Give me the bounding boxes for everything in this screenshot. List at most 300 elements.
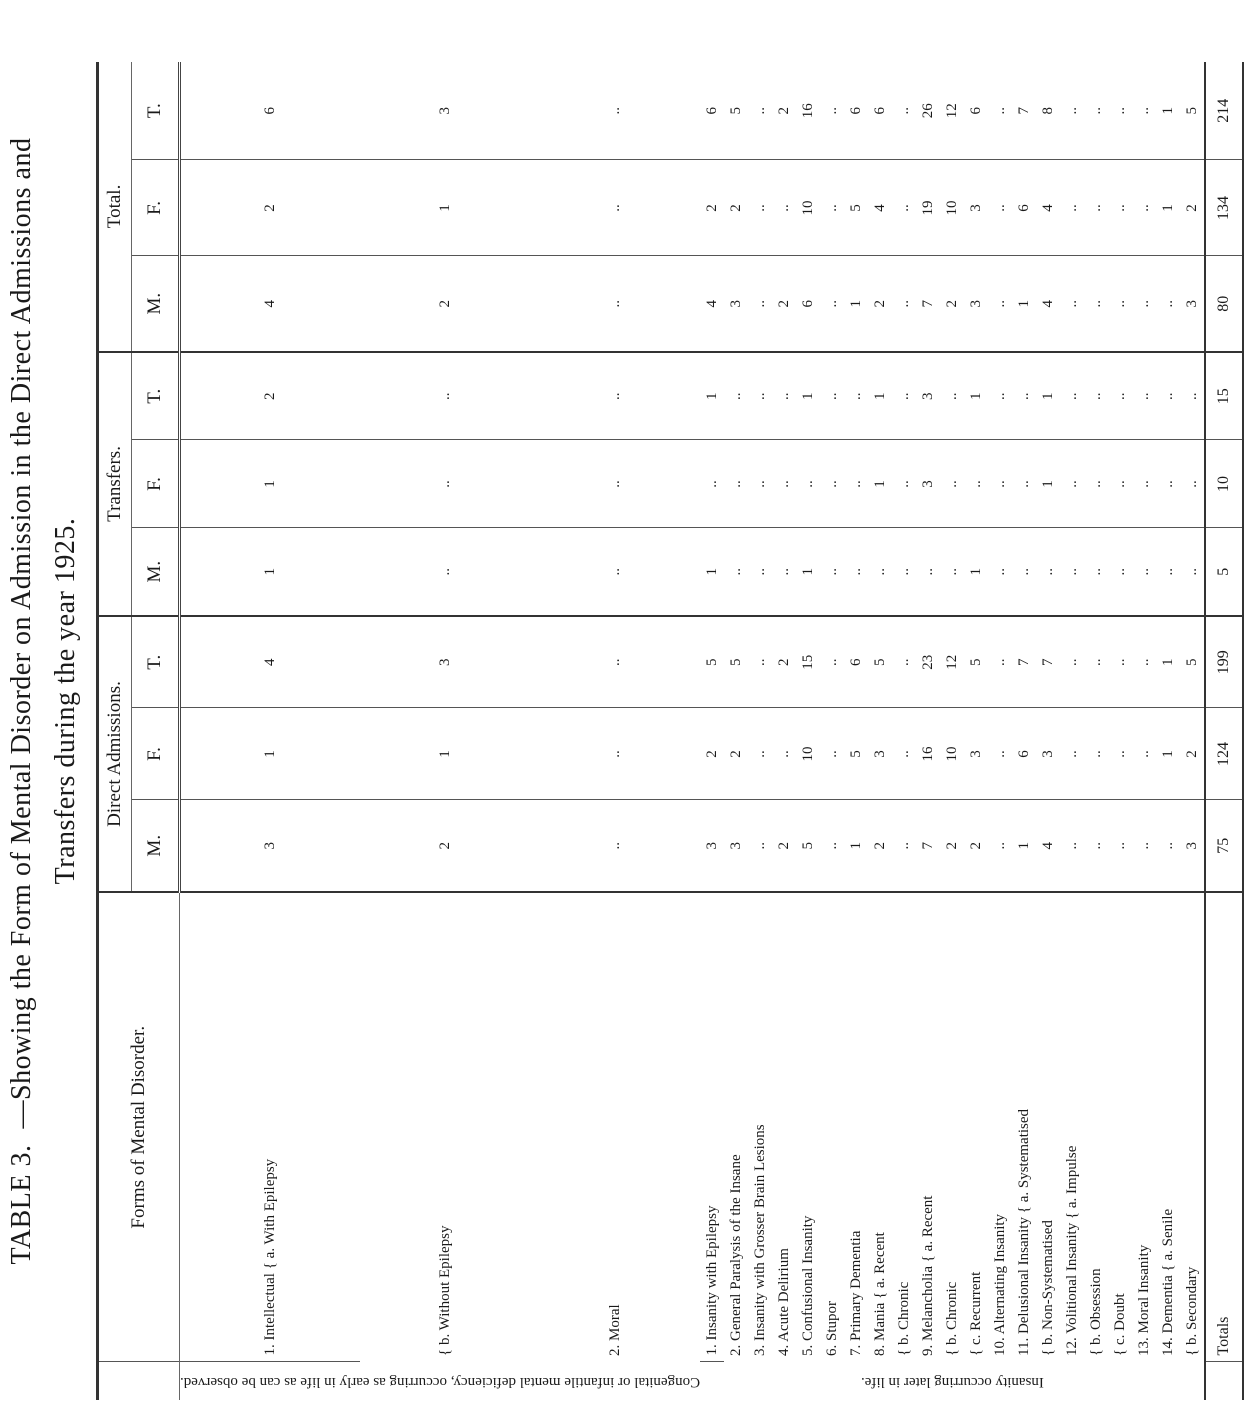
transfers-f-cell: .. (772, 440, 796, 528)
direct-m-cell: 3 (724, 800, 748, 892)
table-row (1108, 62, 1132, 1400)
transfers-m-cell: .. (1156, 528, 1180, 616)
direct-f-cell: 2 (700, 708, 724, 800)
table-row (964, 62, 988, 1400)
total-t-cell: .. (1108, 62, 1132, 160)
transfers-m-cell: .. (940, 528, 964, 616)
form-of-disorder: { b. Chronic (943, 1281, 960, 1356)
transfers-t-cell: .. (1132, 352, 1156, 440)
transfers-m-cell: .. (892, 528, 916, 616)
table-title (6, 0, 38, 1402)
total-f-cell: .. (748, 160, 772, 256)
direct-t-cell: 6 (844, 616, 868, 708)
transfers-m-cell: .. (748, 528, 772, 616)
direct-f-cell: 5 (844, 708, 868, 800)
transfers-t-cell: 1 (796, 352, 820, 440)
transfers-m-cell: .. (844, 528, 868, 616)
total-t-cell: 2 (772, 62, 796, 160)
transfers-m-cell: .. (988, 528, 1012, 616)
total-m-cell: .. (1132, 256, 1156, 352)
totals-direct-m: 75 (1205, 800, 1243, 892)
total-m-cell: 1 (844, 256, 868, 352)
transfers-f-cell: .. (360, 440, 530, 528)
category-occurring-later (700, 1362, 1205, 1400)
direct-m-cell: 1 (844, 800, 868, 892)
direct-f-header: F. (132, 708, 180, 800)
category-occurring-later-text: Insanity occurring later in life. (860, 1373, 1044, 1390)
direct-m-cell: 3 (180, 800, 361, 892)
transfers-t-cell: .. (724, 352, 748, 440)
form-of-disorder: 7. Primary Dementia (847, 1230, 864, 1356)
table-label: TABLE 3. (6, 1144, 37, 1265)
totals-total-f: 134 (1205, 160, 1243, 256)
total-m-cell: .. (1108, 256, 1132, 352)
totals-transfers-t: 15 (1205, 352, 1243, 440)
direct-f-cell: 10 (940, 708, 964, 800)
transfers-f-cell: 1 (180, 440, 361, 528)
direct-m-header: M. (132, 800, 180, 892)
transfers-m-cell: .. (1084, 528, 1108, 616)
direct-t-cell: 23 (916, 616, 940, 708)
direct-t-cell: .. (892, 616, 916, 708)
total-t-cell: 5 (1180, 62, 1205, 160)
direct-f-cell: .. (772, 708, 796, 800)
direct-m-cell: 7 (916, 800, 940, 892)
direct-t-cell: 12 (940, 616, 964, 708)
direct-f-cell: .. (1108, 708, 1132, 800)
total-f-cell: .. (892, 160, 916, 256)
direct-m-cell: .. (1084, 800, 1108, 892)
direct-t-cell: .. (1132, 616, 1156, 708)
header-group-row (98, 62, 132, 1400)
total-f-header: F. (132, 160, 180, 256)
direct-t-cell: 5 (964, 616, 988, 708)
form-of-disorder: { c. Doubt (1111, 1293, 1128, 1356)
form-of-disorder: 2. Moral (606, 1304, 623, 1356)
total-t-cell: .. (530, 62, 700, 160)
direct-m-cell: .. (1060, 800, 1084, 892)
form-of-disorder: 5. Confusional Insanity (799, 1215, 816, 1356)
transfers-t-cell: .. (1012, 352, 1036, 440)
total-f-cell: 4 (1036, 160, 1060, 256)
total-header: Total. (98, 62, 132, 352)
transfers-f-cell: .. (940, 440, 964, 528)
table-row (796, 62, 820, 1400)
transfers-header: Transfers. (98, 352, 132, 616)
form-of-disorder: { b. Chronic (895, 1281, 912, 1356)
table-row (940, 62, 964, 1400)
direct-f-cell: .. (820, 708, 844, 800)
table-row (1156, 62, 1180, 1400)
form-of-disorder: 9. Melancholia { a. Recent (919, 1195, 936, 1356)
total-f-cell: 2 (724, 160, 748, 256)
direct-m-cell: 5 (796, 800, 820, 892)
table-row (724, 62, 748, 1400)
form-of-disorder: 11. Delusional Insanity { a. Systematised (1015, 1108, 1032, 1356)
direct-f-cell: 1 (180, 708, 361, 800)
direct-m-cell: .. (1156, 800, 1180, 892)
direct-t-cell: .. (1108, 616, 1132, 708)
transfers-t-cell: .. (1108, 352, 1132, 440)
total-m-cell: .. (1156, 256, 1180, 352)
transfers-t-cell: .. (748, 352, 772, 440)
direct-t-cell: 5 (724, 616, 748, 708)
direct-m-cell: .. (748, 800, 772, 892)
total-f-cell: .. (1060, 160, 1084, 256)
table-row (1084, 62, 1108, 1400)
direct-f-cell: 3 (1036, 708, 1060, 800)
total-m-cell: .. (820, 256, 844, 352)
transfers-m-cell: .. (1012, 528, 1036, 616)
transfers-f-cell: .. (844, 440, 868, 528)
table-row (700, 62, 724, 1400)
transfers-f-header: F. (132, 440, 180, 528)
total-t-cell: 26 (916, 62, 940, 160)
total-m-cell: 1 (1012, 256, 1036, 352)
transfers-f-cell: .. (530, 440, 700, 528)
transfers-m-cell: 1 (180, 528, 361, 616)
total-m-cell: .. (530, 256, 700, 352)
transfers-m-cell: .. (1108, 528, 1132, 616)
form-of-disorder: 8. Mania { a. Recent (871, 1232, 888, 1356)
table-row (748, 62, 772, 1400)
totals-row (1205, 62, 1243, 1400)
transfers-t-cell: .. (988, 352, 1012, 440)
table-body (180, 62, 1244, 1400)
total-f-cell: 5 (844, 160, 868, 256)
transfers-t-cell: 3 (916, 352, 940, 440)
transfers-t-cell: .. (844, 352, 868, 440)
total-t-cell: 6 (180, 62, 361, 160)
transfers-f-cell: .. (1084, 440, 1108, 528)
transfers-t-cell: .. (1156, 352, 1180, 440)
total-m-header: M. (132, 256, 180, 352)
total-t-cell: 8 (1036, 62, 1060, 160)
transfers-t-cell: 1 (964, 352, 988, 440)
direct-t-cell: .. (748, 616, 772, 708)
totals-transfers-m: 5 (1205, 528, 1243, 616)
transfers-f-cell: .. (1180, 440, 1205, 528)
transfers-f-cell: .. (1060, 440, 1084, 528)
direct-m-cell: .. (1108, 800, 1132, 892)
direct-m-cell: 3 (1180, 800, 1205, 892)
direct-t-cell: .. (530, 616, 700, 708)
form-of-disorder: 1. Intellectual { a. With Epilepsy (180, 892, 361, 1362)
total-t-cell: 5 (724, 62, 748, 160)
table-row (1060, 62, 1084, 1400)
direct-m-cell: .. (988, 800, 1012, 892)
total-m-cell: .. (1084, 256, 1108, 352)
direct-f-cell: .. (988, 708, 1012, 800)
direct-t-cell: 3 (360, 616, 530, 708)
table-title-text: —Showing the Form of Mental Disorder on Admission in the Direct Admissions and (6, 137, 37, 1129)
transfers-t-cell: .. (1180, 352, 1205, 440)
transfers-t-cell: 2 (180, 352, 361, 440)
total-t-cell: 6 (868, 62, 892, 160)
transfers-m-cell: .. (1180, 528, 1205, 616)
form-of-disorder: { b. Secondary (1183, 1266, 1200, 1356)
direct-f-cell: 10 (796, 708, 820, 800)
direct-t-cell: 1 (1156, 616, 1180, 708)
direct-f-cell: 1 (1156, 708, 1180, 800)
transfers-t-cell: .. (892, 352, 916, 440)
total-f-cell: 2 (1180, 160, 1205, 256)
total-t-cell: .. (1060, 62, 1084, 160)
direct-f-cell: .. (1084, 708, 1108, 800)
table-row (360, 62, 530, 1400)
direct-m-cell: .. (1132, 800, 1156, 892)
table-row (1180, 62, 1205, 1400)
direct-m-cell: 1 (1012, 800, 1036, 892)
direct-f-cell: 3 (868, 708, 892, 800)
total-t-cell: 6 (964, 62, 988, 160)
total-f-cell: 4 (868, 160, 892, 256)
total-m-cell: 2 (868, 256, 892, 352)
transfers-m-header: M. (132, 528, 180, 616)
transfers-m-cell: 1 (796, 528, 820, 616)
table-row (772, 62, 796, 1400)
totals-total-t: 214 (1205, 62, 1243, 160)
total-f-cell: 1 (360, 160, 530, 256)
form-of-disorder: 13. Moral Insanity (1135, 1244, 1152, 1356)
total-t-cell: 16 (796, 62, 820, 160)
total-f-cell: 6 (1012, 160, 1036, 256)
direct-m-cell: 2 (964, 800, 988, 892)
form-of-disorder: 2. General Paralysis of the Insane (727, 1154, 744, 1356)
direct-m-cell: .. (892, 800, 916, 892)
direct-t-cell: .. (1060, 616, 1084, 708)
direct-t-cell: 4 (180, 616, 361, 708)
direct-t-header: T. (132, 616, 180, 708)
table-subtitle: Transfers during the year 1925. (50, 517, 81, 885)
total-t-cell: .. (892, 62, 916, 160)
direct-t-cell: .. (1084, 616, 1108, 708)
direct-m-cell: 4 (1036, 800, 1060, 892)
transfers-f-cell: .. (1156, 440, 1180, 528)
direct-f-cell: 1 (360, 708, 530, 800)
form-of-disorder: 10. Alternating Insanity (991, 1213, 1008, 1356)
transfers-t-cell: .. (772, 352, 796, 440)
direct-f-cell: 3 (964, 708, 988, 800)
total-m-cell: 7 (916, 256, 940, 352)
total-m-cell: 2 (360, 256, 530, 352)
form-of-disorder: { c. Recurrent (967, 1271, 984, 1356)
total-m-cell: 3 (1180, 256, 1205, 352)
transfers-m-cell: .. (530, 528, 700, 616)
total-m-cell: .. (1060, 256, 1084, 352)
total-f-cell: .. (1108, 160, 1132, 256)
totals-label: Totals (1205, 892, 1243, 1362)
total-f-cell: 1 (1156, 160, 1180, 256)
transfers-f-cell: .. (1012, 440, 1036, 528)
direct-t-cell: 15 (796, 616, 820, 708)
transfers-m-cell: .. (1060, 528, 1084, 616)
transfers-t-cell: .. (940, 352, 964, 440)
total-t-cell: 3 (360, 62, 530, 160)
table-row (180, 62, 361, 1400)
direct-admissions-header: Direct Admissions. (98, 616, 132, 892)
transfers-m-cell: .. (1132, 528, 1156, 616)
table-row (1036, 62, 1060, 1400)
total-f-cell: .. (820, 160, 844, 256)
direct-t-cell: 7 (1012, 616, 1036, 708)
transfers-m-cell: .. (1036, 528, 1060, 616)
direct-t-cell: 5 (700, 616, 724, 708)
transfers-m-cell: .. (916, 528, 940, 616)
form-of-disorder: 3. Insanity with Grosser Brain Lesions (751, 1124, 768, 1356)
total-f-cell: 19 (916, 160, 940, 256)
total-f-cell: 10 (796, 160, 820, 256)
totals-transfers-f: 10 (1205, 440, 1243, 528)
direct-t-cell: 2 (772, 616, 796, 708)
total-m-cell: 2 (940, 256, 964, 352)
form-of-disorder: 6. Stupor (823, 1300, 840, 1356)
total-t-cell: 12 (940, 62, 964, 160)
transfers-f-cell: .. (892, 440, 916, 528)
transfers-t-cell: .. (1060, 352, 1084, 440)
total-t-cell: 6 (844, 62, 868, 160)
total-f-cell: 3 (964, 160, 988, 256)
direct-f-cell: 16 (916, 708, 940, 800)
totals-direct-t: 199 (1205, 616, 1243, 708)
total-f-cell: .. (772, 160, 796, 256)
total-m-cell: 2 (772, 256, 796, 352)
table-row (530, 62, 700, 1400)
total-m-cell: 3 (964, 256, 988, 352)
transfers-t-cell: .. (1084, 352, 1108, 440)
total-m-cell: 4 (700, 256, 724, 352)
table-row (916, 62, 940, 1400)
transfers-f-cell: .. (700, 440, 724, 528)
direct-m-cell: 3 (700, 800, 724, 892)
transfers-t-header: T. (132, 352, 180, 440)
total-m-cell: 4 (180, 256, 361, 352)
table-row (988, 62, 1012, 1400)
form-of-disorder: 4. Acute Delirium (775, 1248, 792, 1356)
transfers-f-cell: .. (724, 440, 748, 528)
category-header (98, 1362, 180, 1400)
total-m-cell: 4 (1036, 256, 1060, 352)
transfers-m-cell: 1 (700, 528, 724, 616)
total-f-cell: .. (530, 160, 700, 256)
transfers-t-cell: .. (360, 352, 530, 440)
direct-f-cell: .. (1132, 708, 1156, 800)
transfers-m-cell: .. (360, 528, 530, 616)
direct-m-cell: 2 (772, 800, 796, 892)
transfers-t-cell: 1 (1036, 352, 1060, 440)
table-row (1132, 62, 1156, 1400)
direct-m-cell: .. (820, 800, 844, 892)
total-f-cell: .. (1084, 160, 1108, 256)
transfers-f-cell: .. (748, 440, 772, 528)
total-m-cell: 6 (796, 256, 820, 352)
direct-f-cell: .. (748, 708, 772, 800)
direct-t-cell: 5 (1180, 616, 1205, 708)
direct-m-cell: 2 (940, 800, 964, 892)
transfers-f-cell: .. (988, 440, 1012, 528)
direct-t-cell: .. (820, 616, 844, 708)
table-row (1012, 62, 1036, 1400)
total-f-cell: .. (988, 160, 1012, 256)
direct-f-cell: .. (1060, 708, 1084, 800)
total-m-cell: .. (748, 256, 772, 352)
category-congenital (180, 1362, 701, 1400)
direct-m-cell: .. (530, 800, 700, 892)
transfers-f-cell: .. (1108, 440, 1132, 528)
form-of-disorder: { b. Non-Systematised (1039, 1220, 1056, 1356)
total-t-header: T. (132, 62, 180, 160)
transfers-t-cell: .. (530, 352, 700, 440)
total-m-cell: .. (988, 256, 1012, 352)
table-row (820, 62, 844, 1400)
admissions-table-wrap (96, 82, 1233, 1400)
total-t-cell: 7 (1012, 62, 1036, 160)
total-f-cell: 2 (700, 160, 724, 256)
total-f-cell: 10 (940, 160, 964, 256)
transfers-f-cell: .. (796, 440, 820, 528)
total-m-cell: .. (892, 256, 916, 352)
form-of-disorder: { b. Without Epilepsy (436, 1225, 453, 1356)
total-m-cell: 3 (724, 256, 748, 352)
direct-m-cell: 2 (868, 800, 892, 892)
transfers-m-cell: .. (868, 528, 892, 616)
direct-t-cell: 5 (868, 616, 892, 708)
direct-t-cell: .. (988, 616, 1012, 708)
transfers-t-cell: .. (820, 352, 844, 440)
transfers-m-cell: .. (820, 528, 844, 616)
table-row (892, 62, 916, 1400)
transfers-f-cell: 1 (1036, 440, 1060, 528)
transfers-m-cell: 1 (964, 528, 988, 616)
transfers-f-cell: .. (964, 440, 988, 528)
transfers-t-cell: 1 (868, 352, 892, 440)
total-f-cell: .. (1132, 160, 1156, 256)
transfers-f-cell: 3 (916, 440, 940, 528)
direct-f-cell: 2 (1180, 708, 1205, 800)
totals-direct-f: 124 (1205, 708, 1243, 800)
direct-f-cell: .. (892, 708, 916, 800)
total-t-cell: .. (820, 62, 844, 160)
total-t-cell: .. (1132, 62, 1156, 160)
total-t-cell: .. (1084, 62, 1108, 160)
transfers-m-cell: .. (772, 528, 796, 616)
transfers-f-cell: 1 (868, 440, 892, 528)
total-f-cell: 2 (180, 160, 361, 256)
direct-m-cell: 2 (360, 800, 530, 892)
table-row (844, 62, 868, 1400)
total-t-cell: .. (988, 62, 1012, 160)
transfers-f-cell: .. (1132, 440, 1156, 528)
form-of-disorder: 14. Dementia { a. Senile (1159, 1208, 1176, 1356)
table-row (868, 62, 892, 1400)
transfers-t-cell: 1 (700, 352, 724, 440)
admissions-table (96, 62, 1244, 1400)
forms-header: Forms of Mental Disorder. (98, 892, 180, 1362)
totals-cat-cell (1205, 1362, 1243, 1400)
totals-total-m: 80 (1205, 256, 1243, 352)
form-of-disorder: { b. Obsession (1087, 1268, 1104, 1356)
total-t-cell: 6 (700, 62, 724, 160)
form-of-disorder: 1. Insanity with Epilepsy (700, 892, 724, 1362)
form-of-disorder: 12. Volitional Insanity { a. Impulse (1063, 1145, 1080, 1356)
direct-f-cell: .. (530, 708, 700, 800)
direct-f-cell: 6 (1012, 708, 1036, 800)
total-t-cell: 1 (1156, 62, 1180, 160)
direct-t-cell: 7 (1036, 616, 1060, 708)
total-t-cell: .. (748, 62, 772, 160)
transfers-m-cell: .. (724, 528, 748, 616)
direct-f-cell: 2 (724, 708, 748, 800)
